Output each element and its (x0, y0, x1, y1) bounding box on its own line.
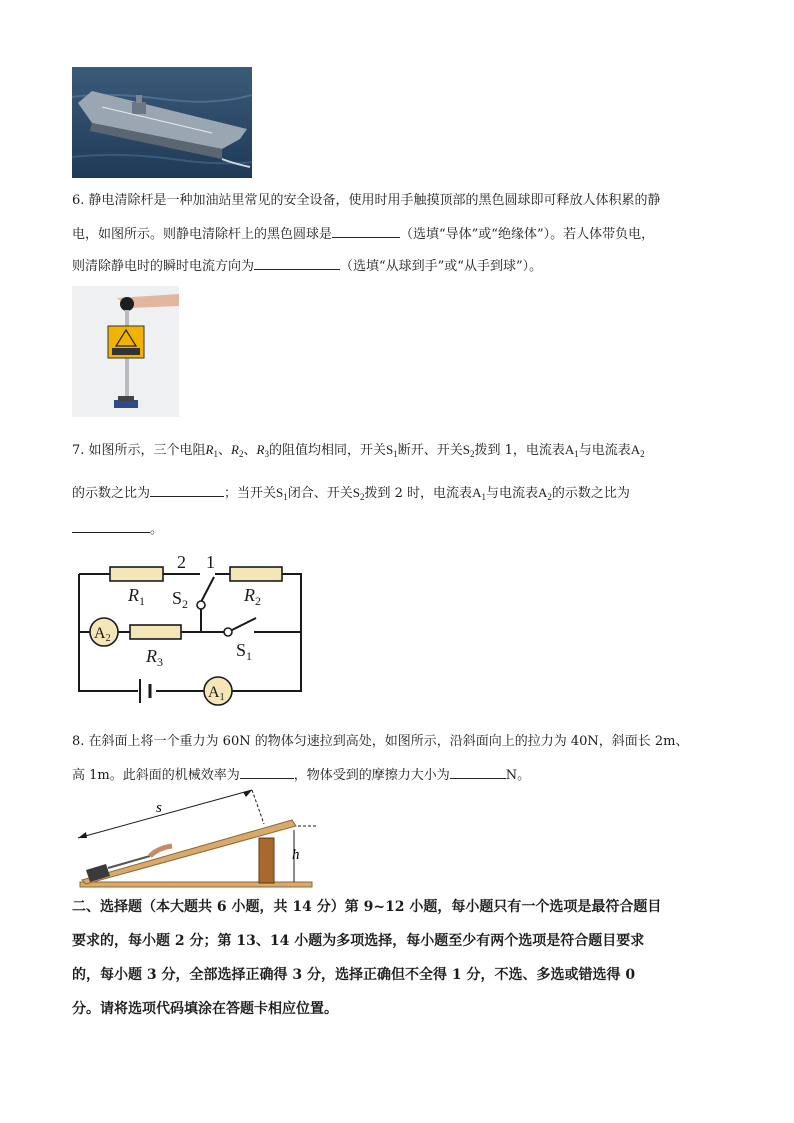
q7-line-2-a: 的示数之比为 (72, 486, 151, 501)
q7-line-3 (72, 519, 163, 539)
a1-symbol (565, 442, 579, 457)
a1-label-letter: A (208, 684, 220, 701)
s2-symbol (353, 485, 365, 500)
static-rod-photo (72, 286, 179, 417)
q7-text-a: 的阻值均相同，开关 (268, 443, 386, 458)
a2-letter: A (630, 442, 641, 457)
q7-line-3-end: 。 (150, 522, 164, 537)
a2-symbol (538, 485, 552, 500)
q7-line-2-b: ；当开关 (224, 486, 277, 501)
s1-symbol (276, 485, 288, 500)
s2-label (172, 588, 188, 611)
s1-label-sub: 1 (246, 649, 253, 663)
q6-blank-1[interactable] (332, 224, 400, 238)
q7-line-2-d: 拨到 2 时，电流表 (364, 486, 473, 501)
a1-sub: 1 (481, 492, 486, 502)
q7-text-b: 断开、开关 (397, 443, 463, 458)
q6-line-1: 6. 静电清除杆是一种加油站里常见的安全设备，使用时用手触摸顶部的黑色圆球即可释放人体积累的静 (72, 193, 661, 208)
q8-line-2-b: ，物体受到的摩擦力大小为 (293, 768, 450, 783)
q8-blank-2[interactable] (450, 765, 506, 779)
r1-label-sub: 1 (139, 594, 145, 608)
resistor-r3 (130, 625, 181, 639)
q6-line-3 (72, 256, 542, 276)
q7-intro: 7. 如图所示，三个电阻 (72, 443, 206, 458)
section2-line-2: 要求的，每小题 2 分；第 13、14 小题为多项选择，每小题至少有两个选项是符合题目要求 (72, 933, 645, 949)
a1-symbol (472, 485, 486, 500)
s2-label-letter: S (172, 588, 183, 608)
r1-symbol (206, 442, 218, 457)
q7-line-2-e: 与电流表 (485, 486, 538, 501)
ground-board (80, 882, 312, 887)
s1-label-letter: S (236, 640, 247, 660)
s2-letter: S (462, 442, 470, 457)
s2-sub: 2 (360, 492, 365, 502)
switch-s2-blade (201, 577, 214, 602)
r2-symbol (231, 442, 243, 457)
s2-label-sub: 2 (182, 597, 189, 611)
switch-s2-pivot (197, 601, 205, 609)
a2-label-letter: A (94, 625, 106, 642)
circuit-diagram (70, 548, 320, 718)
s2-sub: 2 (469, 449, 475, 459)
section2-line-1: 二、选择题（本大题共 6 小题，共 14 分）第 9~12 小题，每小题只有一个选项是最符合题目 (72, 899, 662, 915)
s2-symbol (463, 442, 475, 457)
resistor-r2 (230, 567, 282, 581)
a2-sub: 2 (640, 449, 645, 459)
section2-line-4: 分。请将选项代码填涂在答题卡相应位置。 (72, 1001, 338, 1017)
q7-line-1 (72, 441, 645, 463)
pulled-object (86, 864, 110, 882)
r1-label (127, 585, 145, 608)
r3-label-sub: 3 (157, 655, 163, 669)
separator: 、 (218, 443, 232, 458)
r2-letter: R (231, 442, 239, 457)
h-label: h (292, 847, 300, 863)
switch-s1-pivot (224, 628, 232, 636)
q8-blank-1[interactable] (240, 765, 294, 779)
s-dashed-guide (252, 790, 264, 824)
s1-sub: 1 (283, 492, 288, 502)
s1-letter: S (276, 485, 284, 500)
q6-blank-2[interactable] (254, 256, 340, 270)
q8-line-2 (72, 765, 530, 785)
q7-blank-2[interactable] (72, 519, 150, 533)
q8-line-2-c: N。 (505, 768, 531, 783)
q7-text-d: 与电流表 (578, 443, 631, 458)
hand (150, 846, 172, 856)
a1-letter: A (564, 442, 575, 457)
q8-line-2-a: 高 1m。此斜面的机械效率为 (72, 768, 240, 783)
a2-symbol (631, 442, 645, 457)
r1-label-letter: R (128, 585, 139, 605)
s1-sub: 1 (393, 449, 398, 459)
q7-text-c: 拨到 1，电流表 (474, 443, 565, 458)
s-arrow-head-right (243, 790, 252, 797)
q6-line-2-end: （选填“导体”或“绝缘体”）。若人体带负电， (400, 227, 655, 242)
aircraft-carrier-photo (72, 67, 252, 178)
a2-sub: 2 (547, 492, 552, 502)
incline-diagram (70, 786, 320, 892)
s1-letter: S (385, 442, 394, 457)
q6-line-3-start: 则清除静电时的瞬时电流方向为 (72, 259, 255, 274)
a1-sub: 1 (574, 449, 579, 459)
s-label: s (156, 800, 162, 816)
a2-letter: A (537, 485, 548, 500)
separator: 、 (243, 443, 257, 458)
r3-label (145, 646, 163, 669)
r3-letter: R (256, 442, 265, 457)
resistor-r1 (110, 567, 163, 581)
terminal-label-2: 2 (177, 552, 186, 572)
r2-label (243, 585, 261, 608)
r2-label-sub: 2 (255, 594, 261, 608)
r3-sub: 3 (264, 449, 269, 459)
section2-line-3: 的，每小题 3 分，全部选择正确得 3 分，选择正确但不全得 1 分，不选、多选或错选得 0 (72, 967, 636, 983)
a1-letter: A (472, 485, 482, 500)
r2-sub: 2 (238, 449, 244, 459)
a2-label-sub: 2 (105, 633, 111, 644)
s1-symbol (386, 442, 398, 457)
q6-line-2 (72, 224, 654, 244)
switch-s1-blade (232, 618, 256, 630)
r3-label-letter: R (146, 646, 157, 666)
q7-line-2 (72, 483, 630, 506)
s-arrow-head-left (78, 832, 87, 838)
s2-letter: S (352, 485, 361, 500)
q8-line-1: 8. 在斜面上将一个重力为 60N 的物体匀速拉到高处，如图所示，沿斜面向上的拉力为 40N，斜面长 2m、 (72, 734, 689, 749)
a1-label-sub: 1 (219, 692, 225, 703)
q7-line-2-f: 的示数之比为 (551, 486, 630, 501)
q7-line-2-c: 闭合、开关 (287, 486, 353, 501)
r3-symbol (256, 442, 268, 457)
r1-letter: R (205, 442, 214, 457)
terminal-label-1: 1 (206, 552, 215, 572)
q7-blank-1[interactable] (150, 483, 224, 497)
s-arrow-line (78, 790, 252, 838)
r2-label-letter: R (244, 585, 255, 605)
s1-label (236, 640, 252, 663)
q6-line-3-end: （选填“从球到手”或“从手到球”）。 (340, 259, 543, 274)
r1-sub: 1 (213, 449, 218, 459)
wooden-block-support (259, 838, 274, 883)
q6-line-2-start: 电，如图所示。则静电清除杆上的黑色圆球是 (72, 227, 333, 242)
